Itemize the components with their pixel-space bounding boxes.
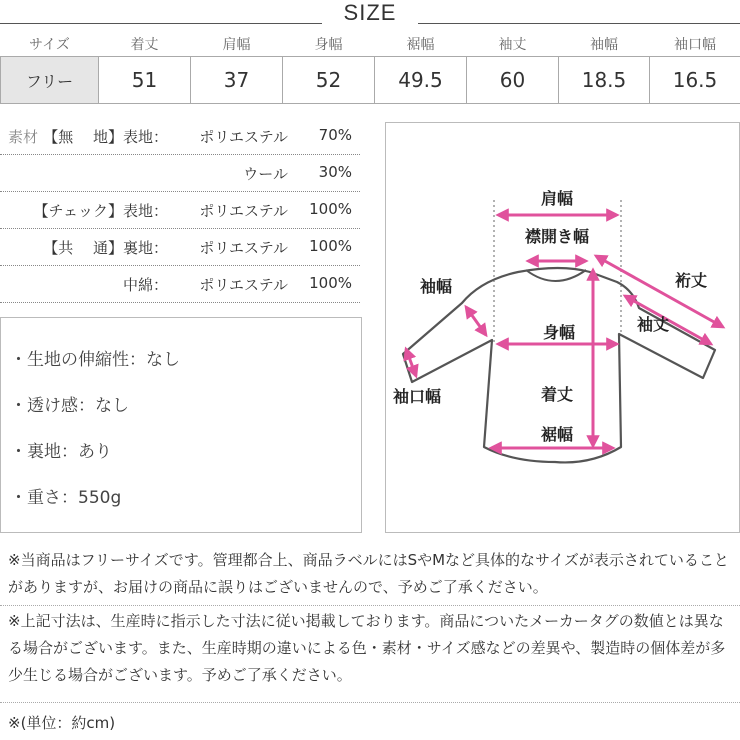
label-neck: 襟開き幅 (524, 227, 590, 246)
header-cuff-width: 袖口幅 (674, 37, 716, 53)
property-weight: ・重さ：550g (10, 488, 122, 508)
note-free-size: ※当商品はフリーサイズです。管理都合上、商品ラベルにはSやMなど具体的なサイズが表示されていることがありますが、お届けの商品に誤りはございませんので、予めご了承ください。 (8, 551, 729, 596)
material-fiber: ポリエステル (199, 239, 288, 257)
material-percent: 100% (309, 200, 352, 218)
label-sleeve-length: 袖丈 (637, 315, 670, 334)
property-sheerness: ・透け感：なし (10, 396, 129, 416)
property-stretch: ・生地の伸縮性：なし (10, 350, 180, 370)
material-fiber: ウール (243, 165, 288, 183)
material-fiber: ポリエステル (199, 202, 288, 220)
note-measurement: ※上記寸法は、生産時に指示した寸法に従い掲載しております。商品についたメーカータグの数値とは異なる場合がございます。また、生産時期の違いによる色・素材・サイズ感などの差異や、製造時の個体差が多少生じる場合がございます。予めご了承ください。 (8, 612, 726, 684)
material-category: 中綿： (122, 276, 168, 294)
cell-size: フリー (1, 57, 99, 104)
material-percent: 100% (309, 237, 352, 255)
cell-hem-width: 49.5 (375, 57, 467, 104)
size-table (0, 32, 740, 104)
size-table-row (1, 57, 740, 104)
material-label: 素材 (8, 128, 39, 146)
cell-length: 51 (99, 57, 191, 104)
unit-note: ※(単位：約cm) (8, 714, 116, 732)
size-title: SIZE (343, 0, 397, 25)
title-rule-left (0, 23, 322, 24)
header-body-width: 身幅 (314, 37, 343, 53)
label-raglan: 裄丈 (675, 271, 708, 290)
material-row (0, 154, 360, 192)
header-length: 着丈 (130, 37, 159, 53)
note-divider (0, 702, 740, 703)
header-sleeve-length: 袖丈 (498, 37, 527, 53)
material-row (0, 117, 360, 155)
header-size: サイズ (29, 37, 70, 53)
size-table-header-row (1, 32, 740, 57)
material-percent: 70% (318, 126, 352, 144)
material-category: 【無 地】表地： (43, 128, 168, 146)
label-shoulder: 肩幅 (540, 189, 574, 208)
cell-cuff-width: 16.5 (650, 57, 740, 104)
material-category: 【共 通】裏地： (43, 239, 168, 257)
header-sleeve-width: 袖幅 (590, 37, 618, 53)
material-row (0, 228, 360, 266)
garment-diagram (385, 122, 740, 533)
material-category: 【チェック】表地： (33, 202, 168, 220)
cell-shoulder: 37 (191, 57, 283, 104)
label-sleeve-width: 袖幅 (420, 277, 453, 296)
note-divider (0, 605, 740, 606)
cell-body-width: 52 (283, 57, 375, 104)
label-body-width: 身幅 (542, 323, 576, 342)
material-fiber: ポリエステル (199, 276, 288, 294)
label-hem: 裾幅 (540, 425, 574, 444)
header-hem-width: 裾幅 (406, 37, 435, 53)
material-percent: 30% (318, 163, 352, 181)
material-row (0, 191, 360, 229)
property-lining: ・裏地：あり (10, 442, 112, 462)
label-cuff: 袖口幅 (393, 387, 442, 406)
material-percent: 100% (309, 274, 352, 292)
material-fiber: ポリエステル (199, 128, 288, 146)
cell-sleeve-width: 18.5 (559, 57, 650, 104)
label-length: 着丈 (540, 385, 574, 404)
header-shoulder: 肩幅 (222, 37, 251, 53)
title-rule-right (418, 23, 740, 24)
cell-sleeve-length: 60 (467, 57, 559, 104)
material-row (0, 265, 360, 303)
